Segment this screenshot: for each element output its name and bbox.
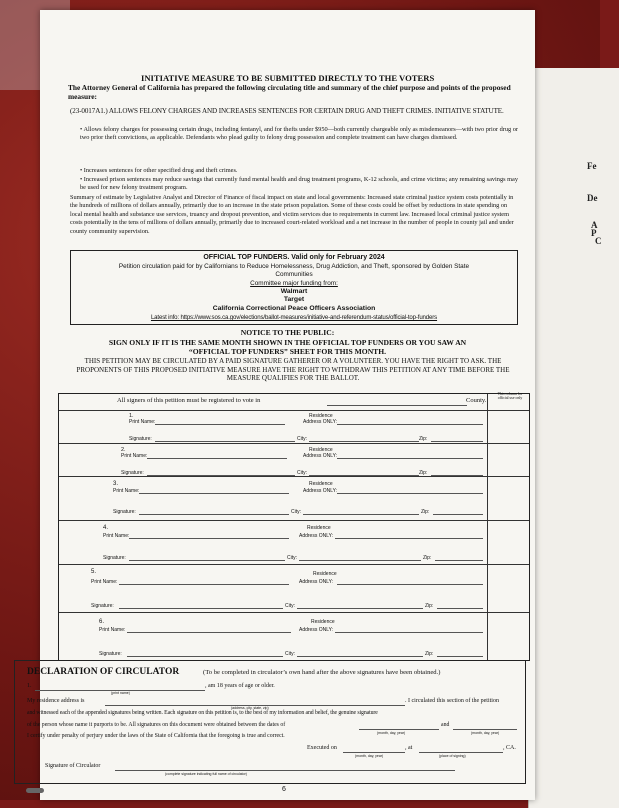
side-label: Fe — [587, 161, 597, 171]
print-name-label: Print Name: — [99, 627, 126, 633]
print-name-label: Print Name: — [91, 579, 118, 585]
page-number: 6 — [282, 786, 286, 793]
funders-major-label: Committee major funding from: — [250, 280, 338, 287]
row-number: 3. — [113, 481, 119, 487]
print-name-hint: (print name) — [111, 691, 130, 695]
zip-label: Zip: — [425, 603, 434, 609]
funders-paid-by: Petition circulation paid for by Californians to Reduce Homelessness, Drug Addiction, and Theft, sponsored by Golden State Communities — [118, 263, 470, 278]
address-label: Address ONLY: — [299, 533, 334, 539]
circulator-signature-field[interactable] — [115, 770, 455, 771]
place-field[interactable] — [419, 752, 503, 753]
print-name-label: Print Name: — [121, 453, 148, 459]
print-name-label: Print Name: — [129, 419, 156, 425]
zip-field[interactable] — [431, 441, 483, 442]
notice-line: SIGN ONLY IF IT IS THE SAME MONTH SHOWN IN THE OFFICIAL TOP FUNDERS OR YOU SAW AN — [108, 338, 467, 347]
address-field[interactable] — [335, 538, 483, 539]
print-name-field[interactable] — [127, 632, 291, 633]
date-hint: (month, day, year) — [471, 731, 500, 735]
official-use-label: This column for official use only — [497, 392, 523, 400]
signature-hint: (complete signature indicating full name of circulator) — [165, 772, 247, 776]
petition-page — [27, 10, 535, 800]
declaration-title: DECLARATION OF CIRCULATOR — [27, 667, 180, 677]
address-field[interactable] — [337, 493, 483, 494]
print-name-field[interactable] — [119, 584, 289, 585]
side-label: A — [591, 220, 598, 230]
residence-label: Residence — [307, 525, 331, 531]
date-hint: (month, day, year) — [355, 754, 384, 758]
signer-row — [59, 612, 529, 661]
print-name-field[interactable] — [129, 538, 289, 539]
row-number: 2. — [121, 447, 126, 453]
print-name-label: Print Name: — [103, 533, 130, 539]
declaration-box — [14, 660, 526, 784]
petition-title: INITIATIVE MEASURE TO BE SUBMITTED DIRECTLY TO THE VOTERS — [141, 73, 435, 83]
city-field[interactable] — [299, 560, 421, 561]
zip-label: Zip: — [425, 651, 434, 657]
bullet-text: Increased prison sentences may reduce savings that currently fund mental health and drug treatment programs, K-12 schools, and crime victims; any remaining savings may be used for new felony treatment program. — [80, 176, 518, 192]
bullet-text: Allows felony charges for possessing certain drugs, including fentanyl, and for thefts under $950—both currently chargeable only as misdemeanors—with two prior drug or two prior theft convictions, as applicable. Defendants who plead guilty to felony drug possession and complete treatment can have charges dismissed. — [80, 126, 518, 142]
declaration-number: 1. — [27, 683, 32, 689]
funder-name: California Correctional Peace Officers Association — [212, 305, 376, 312]
notice-body: THIS PETITION MAY BE CIRCULATED BY A PAID SIGNATURE GATHERER OR A VOLUNTEER. YOU HAVE THE RIGHT TO ASK. THE PROPONENTS OF THIS PROPOSED INITIATIVE MEASURE HAVE THE RIGHT TO WITHDRAW THIS PETITION AT ANY TIME BEFORE THE MEASURE QUALIFIES FOR THE BALLOT. — [76, 357, 510, 383]
top-funders-box — [70, 250, 518, 325]
signature-label: Signature: — [91, 603, 114, 609]
and-label: and — [441, 722, 450, 728]
adjacent-page — [528, 68, 619, 808]
signature-label: Signature: — [103, 555, 126, 561]
funders-title: OFFICIAL TOP FUNDERS. Valid only for February 2024 — [203, 254, 385, 261]
executed-date-field[interactable] — [343, 752, 405, 753]
signature-label: Signature: — [129, 436, 152, 442]
declaration-subtitle: (To be completed in circulator’s own hand after the above signatures have been obtained.) — [203, 669, 441, 676]
measure-title: (23-0017A1.) ALLOWS FELONY CHARGES AND INCREASES SENTENCES FOR CERTAIN DRUG AND THEFT CRIMES. INITIATIVE STATUTE. — [70, 107, 504, 115]
address-label: Address ONLY: — [303, 488, 338, 494]
zip-label: Zip: — [419, 436, 428, 442]
certify-statement: I certify under penalty of perjury under the laws of the State of California that the foregoing is true and correct. — [27, 733, 285, 739]
zip-field[interactable] — [433, 514, 483, 515]
signature-field[interactable] — [139, 514, 289, 515]
residence-label: Residence — [309, 413, 333, 419]
executed-label: Executed on — [307, 745, 337, 751]
residence-statement: My residence address is — [27, 698, 85, 704]
row-number: 1. — [129, 413, 134, 419]
zip-field[interactable] — [437, 608, 483, 609]
row-number: 5. — [91, 569, 97, 575]
age-statement: , am 18 years of age or older. — [205, 683, 275, 689]
signer-table — [58, 393, 530, 661]
city-field[interactable] — [297, 656, 423, 657]
zip-field[interactable] — [435, 560, 483, 561]
signature-label: Signature: — [99, 651, 122, 657]
city-field[interactable] — [297, 608, 423, 609]
address-label: Address ONLY: — [303, 419, 338, 425]
bullet-2: • Increases sentences for other specified drug and theft crimes. — [80, 167, 238, 174]
residence-label: Residence — [313, 571, 337, 577]
bullet-3: • Increased prison sentences may reduce savings that currently fund mental health and drug treatment programs, K-12 schools, and crime victims; any remaining savings may be used for new felony treatment program. — [80, 176, 518, 192]
zip-label: Zip: — [419, 470, 428, 476]
city-label: City: — [297, 436, 307, 442]
address-hint: (address, city, state, zip) — [231, 706, 269, 710]
city-label: City: — [291, 509, 301, 515]
residence-label: Residence — [309, 447, 333, 453]
notice-title: NOTICE TO THE PUBLIC: — [240, 328, 335, 337]
circulated-statement: . I circulated this section of the petition — [405, 698, 499, 704]
place-hint: (place of signing) — [439, 754, 466, 758]
dates-statement: of the person whose name it purports to be. All signatures on this document were obtained between the dates of — [27, 722, 286, 728]
address-field[interactable] — [337, 584, 483, 585]
end-date-field[interactable] — [453, 729, 517, 730]
ca-label: , CA. — [503, 745, 516, 751]
signature-field[interactable] — [155, 441, 295, 442]
city-field[interactable] — [309, 441, 419, 442]
print-name-label: Print Name: — [113, 488, 140, 494]
funder-name: Walmart — [280, 288, 308, 295]
signature-field[interactable] — [129, 560, 285, 561]
address-field[interactable] — [337, 458, 483, 459]
side-label: C — [595, 236, 602, 246]
signature-label: Signature: — [113, 509, 136, 515]
at-label: , at — [405, 745, 413, 751]
zip-field[interactable] — [437, 656, 483, 657]
residence-label: Residence — [311, 619, 335, 625]
signature-label: Signature: — [121, 470, 144, 476]
start-date-field[interactable] — [359, 729, 439, 730]
side-label: De — [587, 193, 598, 203]
side-label: P — [591, 228, 597, 238]
ag-intro: The Attorney General of California has prepared the following circulating title and summary of the chief purpose and points of the proposed measure: — [68, 83, 511, 101]
city-label: City: — [297, 470, 307, 476]
signer-row — [59, 476, 529, 521]
county-line[interactable] — [327, 405, 467, 406]
print-name-field[interactable] — [147, 458, 287, 459]
bullet-1: • Allows felony charges for possessing certain drugs, including fentanyl, and for thefts under $950—both currently chargeable only as misdemeanors—with two prior drug or two prior theft convictions, as applicable. Defendants who plead guilty to felony drug possession and complete treatment can have charges dismissed. — [80, 126, 518, 142]
witness-statement: and witnessed each of the appended signatures being written. Each signature on this petition is, to the best of my information and belief, the genuine signature — [27, 710, 378, 716]
address-field[interactable] — [335, 632, 483, 633]
funder-name: Target — [283, 296, 305, 303]
address-label: Address ONLY: — [299, 579, 334, 585]
circulator-signature-label: Signature of Circulator — [45, 763, 101, 769]
signer-row — [59, 564, 529, 613]
address-label: Address ONLY: — [299, 627, 334, 633]
address-label: Address ONLY: — [303, 453, 338, 459]
signature-field[interactable] — [127, 656, 283, 657]
signer-row — [59, 520, 529, 565]
print-name-field[interactable] — [139, 493, 289, 494]
fiscal-summary: Summary of estimate by Legislative Analyst and Director of Finance of fiscal impact on state and local governments: Increased state criminal justice system costs potentially in the hundreds of millions of dollars annually, primarily due to an increase in the state prison population. Some of these costs could be offset by reductions in state spending on local mental health and substance use services, truancy and dropout prevention, and victim services due to requirements in current law. Increased local criminal justice system costs potentially in the tens of millions of dollars annually, primarily due to increased court-related workload and a net increase in the number of people in county jail and under county community supervision. — [70, 194, 514, 235]
city-label: City: — [285, 603, 295, 609]
zip-label: Zip: — [423, 555, 432, 561]
city-label: City: — [287, 555, 297, 561]
row-number: 4. — [103, 525, 109, 531]
signature-field[interactable] — [119, 608, 283, 609]
print-name-field[interactable] — [155, 424, 285, 425]
residence-label: Residence — [309, 481, 333, 487]
bullet-text: Increases sentences for other specified drug and theft crimes. — [83, 167, 238, 174]
union-bug-icon — [26, 788, 44, 793]
city-label: City: — [285, 651, 295, 657]
city-field[interactable] — [303, 514, 419, 515]
county-label: County. — [466, 397, 487, 404]
funders-latest-link[interactable]: Latest info: https://www.sos.ca.gov/elections/ballot-measures/initiative-and-referendum-status/official-top-funders — [150, 314, 438, 321]
address-field[interactable] — [337, 424, 483, 425]
date-hint: (month, day, year) — [377, 731, 406, 735]
signer-header: All signers of this petition must be registered to vote in — [117, 397, 261, 404]
zip-label: Zip: — [421, 509, 430, 515]
notice-line: “OFFICIAL TOP FUNDERS” SHEET FOR THIS MONTH. — [188, 347, 387, 356]
row-number: 6. — [99, 619, 105, 625]
